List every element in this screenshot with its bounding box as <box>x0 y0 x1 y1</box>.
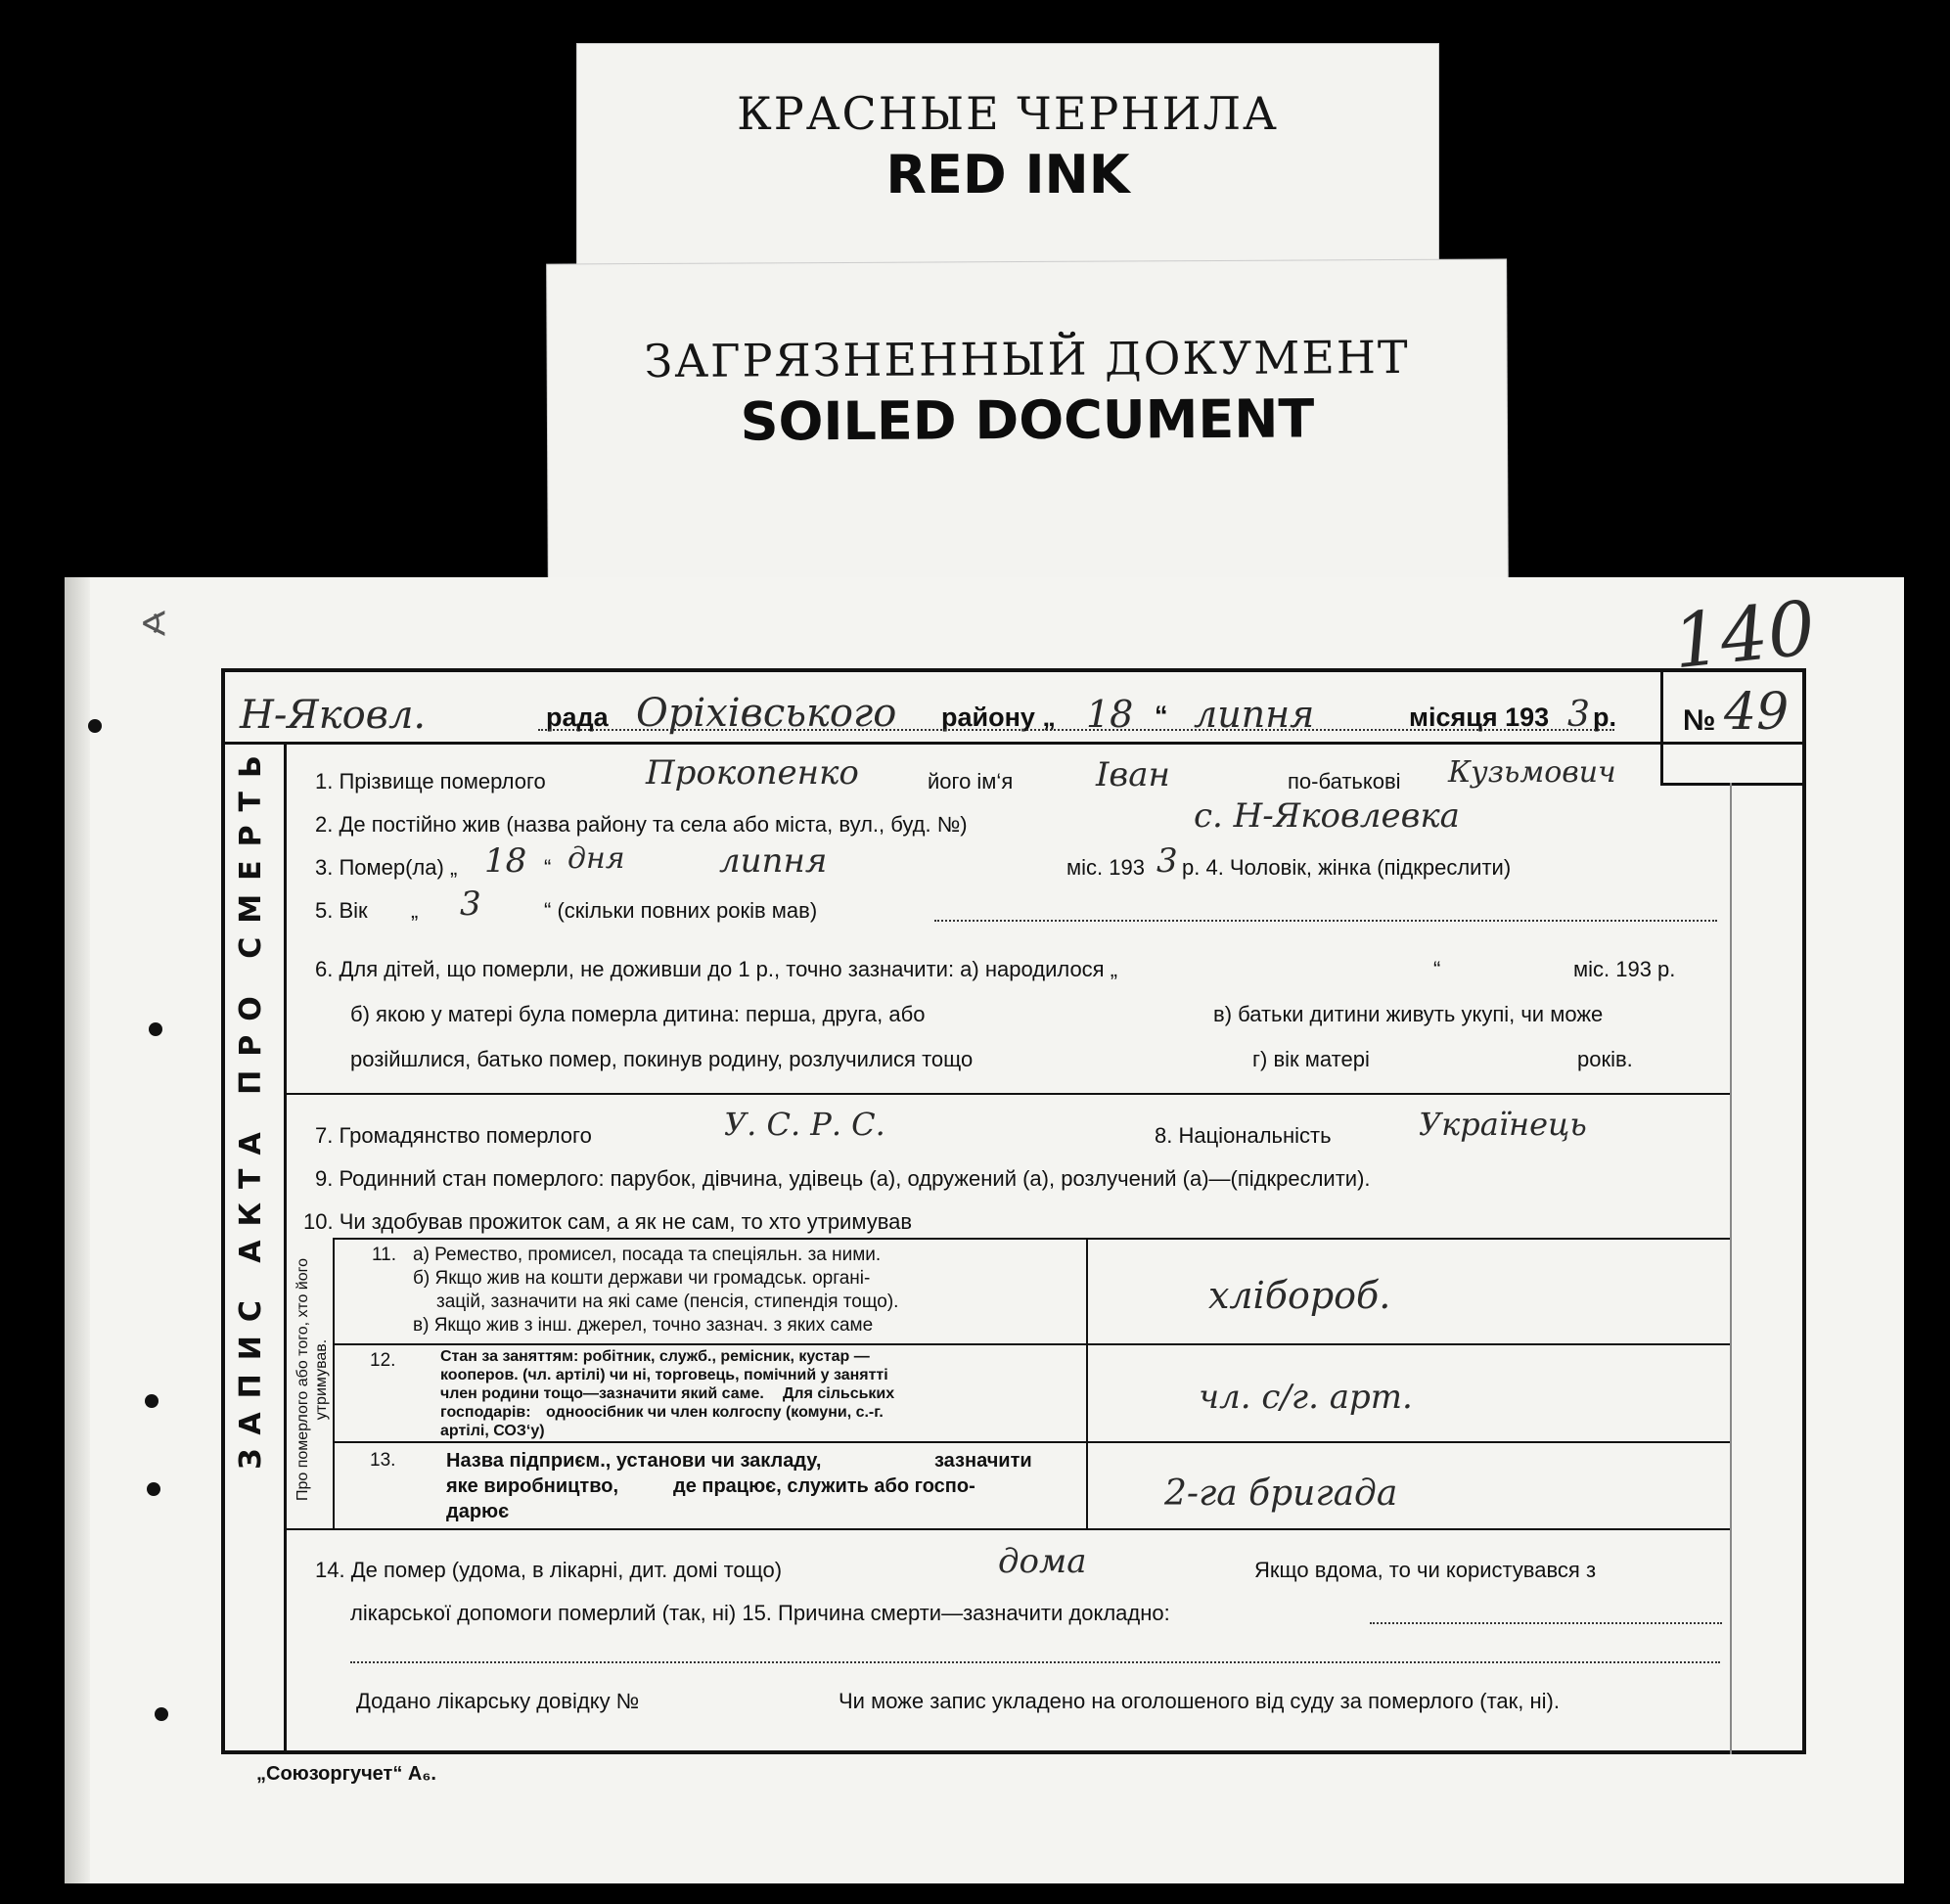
death-month-label: міс. 193 <box>1066 855 1145 880</box>
cause-underline <box>1370 1622 1722 1624</box>
printer-imprint: „Союзоргучет“ А₆. <box>256 1763 436 1785</box>
punch-hole <box>149 1022 162 1036</box>
infant-line-c: розійшлися, батько помер, покинув родину, розлучилися тощо <box>350 1047 974 1071</box>
q13-line2-bold: яке виробництво, <box>446 1475 619 1497</box>
q12-line5: артілі, СОЗ‘у) <box>440 1423 545 1439</box>
village-value: Н-Яковл. <box>240 693 427 738</box>
medical-certificate-label: Додано лікарську довідку № <box>356 1689 640 1713</box>
section-rule-2 <box>333 1238 1730 1240</box>
card-edge-shadow <box>65 577 90 1883</box>
patronymic-label: по-батькові <box>1288 769 1401 793</box>
sex-label: р. 4. Чоловік, жінка (підкреслити) <box>1182 855 1512 880</box>
marital-status-label: 9. Родинний стан померлого: парубок, дівчина, удівець (а), одружений (а), розлучений (а)—(підкреслити). <box>315 1166 1371 1191</box>
surname-label: 1. Прізвище померлого <box>315 769 546 793</box>
age-underline <box>934 920 1717 922</box>
section-rule-1 <box>284 1093 1730 1095</box>
header-underline <box>538 729 1614 731</box>
death-date-label: 3. Помер(ла) „ <box>315 855 458 880</box>
q11-b1: б) Якщо жив на кошти держави чи громадськ. органі- <box>413 1268 871 1289</box>
q13-number: 13. <box>370 1450 396 1471</box>
occupation-value: хлібороб. <box>1208 1274 1391 1317</box>
q12-line1: Стан за заняттям: робітник, служб., ремісник, кустар — <box>440 1348 870 1365</box>
infant-month-year: міс. 193 р. <box>1573 957 1676 981</box>
header-quote: “ <box>1155 701 1168 730</box>
folio-number: 140 <box>1668 583 1820 686</box>
sidebar-title: ЗАПИС АКТА ПРО СМЕРТЬ <box>234 742 268 1470</box>
q12-line2: коопeров. (чл. артілі) чи ні, торговець, помічний у занятті <box>440 1367 888 1383</box>
cause-underline-2 <box>350 1661 1720 1663</box>
punch-hole <box>155 1707 168 1721</box>
header-month-value: липня <box>1194 693 1315 736</box>
nationality-value: Українець <box>1419 1106 1587 1143</box>
number-box-bottom <box>1660 783 1806 786</box>
header-day-value: 18 <box>1086 693 1134 736</box>
first-name-label: його ім‘я <box>928 769 1014 793</box>
q11-a: а) Ремество, промисел, посада та спеціяльн. за ними. <box>413 1245 882 1265</box>
number-label: № <box>1683 704 1716 737</box>
mother-age-unit: років. <box>1577 1047 1633 1071</box>
header-rule <box>221 742 1806 745</box>
soiled-en: SOILED DOCUMENT <box>740 387 1315 453</box>
death-month-value: липня <box>719 841 828 881</box>
q11-c: в) Якщо жив з інш. джерел, точно зазнач. з яких саме <box>413 1315 874 1336</box>
year-suffix: р. <box>1593 703 1616 732</box>
death-date-quote: “ <box>544 855 552 880</box>
place-of-death-label: 14. Де помер (удома, в лікарні, дит. домі тощо) <box>315 1558 783 1582</box>
sidebar-divider <box>284 742 287 1754</box>
q12-line4: одноосібник чи член колгоспу (комуни, с.-г. <box>546 1404 884 1421</box>
court-declaration-label: Чи може запис укладено на оголошеного від суду за померлого (так, ні). <box>839 1689 1560 1713</box>
infant-line-b2: в) батьки дитини живуть укупі, чи може <box>1213 1002 1604 1026</box>
workplace-value: 2-га бригада <box>1164 1473 1398 1514</box>
cause-of-death-label: лікарської допомоги померлий (так, ні) 15. Причина смерти—зазначити докладно: <box>350 1601 1170 1625</box>
rada-label: рада <box>546 703 609 732</box>
death-dnya-value: дня <box>567 841 625 876</box>
patronymic-value: Кузьмович <box>1448 755 1616 790</box>
red-ink-en: RED INK <box>885 144 1130 205</box>
q13-line1: Назва підприєм., установи чи закладу, <box>446 1450 822 1472</box>
rayon-label: району „ <box>941 703 1056 732</box>
q12-number: 12. <box>370 1350 396 1371</box>
q11-b2: зацій, зазначити на які саме (пенсія, стипендія тощо). <box>436 1292 899 1312</box>
right-margin-rule <box>1730 783 1732 1754</box>
soiled-ru: ЗАГРЯЗНЕННЫЙ ДОКУМЕНТ <box>644 330 1410 388</box>
q12-line3: член родини тощо—зазначити який саме. <box>440 1385 764 1402</box>
q12-line3-bold: Для сільських <box>783 1385 895 1402</box>
q12-line4-bold: господарів: <box>440 1404 531 1421</box>
surname-value: Прокопенко <box>646 753 859 793</box>
infant-mark: “ <box>1433 957 1441 981</box>
class-status-value: чл. с/г. арт. <box>1199 1378 1413 1417</box>
district-value: Оріхівського <box>636 691 897 736</box>
first-name-value: Іван <box>1096 755 1170 794</box>
sidebar-subtitle: Про померлого або того, хто його утримував. <box>295 1257 330 1502</box>
section-rule-4 <box>333 1441 1730 1443</box>
infant-line-a: 6. Для дітей, що померли, не доживши до 1 р., точно зазначити: а) народилося „ <box>315 957 1118 981</box>
residence-value: с. Н-Яковлевка <box>1194 796 1460 836</box>
q13-line2: де працює, служить або госпо- <box>673 1475 975 1497</box>
age-value: 3 <box>460 884 481 924</box>
infant-line-b: б) якою у матері була померла дитина: перша, друга, або <box>350 1002 926 1026</box>
death-day-value: 18 <box>484 841 527 881</box>
section-rule-3 <box>333 1343 1730 1345</box>
q11-number: 11. <box>372 1245 397 1265</box>
mother-age-label: г) вік матері <box>1252 1047 1370 1071</box>
number-box-divider <box>1660 668 1663 786</box>
livelihood-label: 10. Чи здобував прожиток сам, а як не сам, то хто утримував <box>303 1209 913 1234</box>
q13-line3: дарює <box>446 1501 510 1522</box>
age-open-quote: „ <box>411 898 419 923</box>
red-ink-ru: КРАСНЫЕ ЧЕРНИЛА <box>737 87 1279 140</box>
corner-mark: ∢ <box>139 605 169 645</box>
death-year-value: 3 <box>1156 841 1178 881</box>
soiled-document-slip <box>547 259 1508 597</box>
citizenship-label: 7. Громадянство померлого <box>315 1123 592 1148</box>
punch-hole <box>88 719 102 733</box>
month-label: місяця 193 <box>1409 703 1550 732</box>
record-number: 49 <box>1724 683 1790 742</box>
occupation-value-rule <box>1086 1238 1088 1529</box>
header-year-value: 3 <box>1567 695 1590 735</box>
place-of-death-value: дома <box>998 1542 1087 1581</box>
medical-help-label: Якщо вдома, то чи користувався з <box>1254 1558 1597 1582</box>
age-hint: “ (скільки повних років мав) <box>544 898 818 923</box>
citizenship-value: У. С. Р. С. <box>724 1106 885 1143</box>
punch-hole <box>145 1394 159 1408</box>
red-ink-slip <box>577 44 1438 289</box>
residence-label: 2. Де постійно жив (назва району та села або міста, вул., буд. №) <box>315 812 968 837</box>
punch-hole <box>147 1482 160 1496</box>
section-rule-5 <box>284 1528 1730 1530</box>
age-label: 5. Вік <box>315 898 368 923</box>
nationality-label: 8. Національність <box>1155 1123 1332 1148</box>
q13-line1-bold: зазначити <box>934 1450 1032 1472</box>
